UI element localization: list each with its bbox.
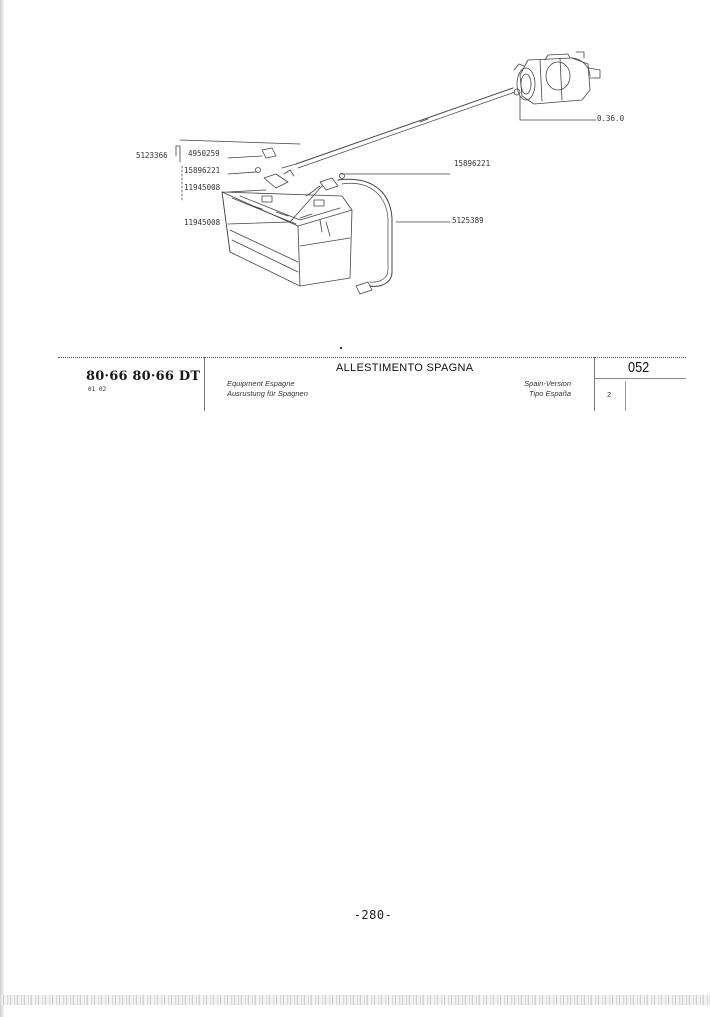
section-title-german: Ausrustung für Spagnen <box>227 389 308 398</box>
part-label-4950259: 4950259 <box>188 149 220 158</box>
title-block <box>58 357 686 411</box>
title-block-divider-sheet <box>625 381 626 411</box>
section-title-english: Spain-Version <box>524 379 571 388</box>
battery-drawing <box>222 192 352 286</box>
section-title-italian: ALLESTIMENTO SPAGNA <box>336 362 474 374</box>
title-block-top-rule <box>58 357 686 358</box>
part-label-5125389: 5125389 <box>452 216 484 225</box>
scan-bottom-strip <box>0 995 710 1005</box>
title-block-divider-right <box>594 357 595 411</box>
terminal-clamps-drawing <box>256 148 345 196</box>
scan-dot <box>340 347 342 349</box>
table-code: 052 <box>628 359 650 376</box>
sheet-number: 2 <box>607 390 612 399</box>
part-label-15896221-right: 15896221 <box>454 159 491 168</box>
part-label-0-36-0: 0.36.0 <box>597 114 625 123</box>
section-title-french: Equipment Espagne <box>227 379 295 388</box>
model-name: 80·66 80·66 DT <box>86 369 201 384</box>
title-block-divider-left <box>204 357 205 411</box>
part-label-11945008-upper: 11945008 <box>184 183 221 192</box>
section-title-spanish: Tipo España <box>528 389 571 398</box>
part-label-11945008-lower: 11945008 <box>184 218 221 227</box>
page-number: -280- <box>353 908 393 922</box>
part-label-5123366: 5123366 <box>136 151 168 160</box>
title-block-code-rule <box>594 378 686 379</box>
starter-motor-drawing <box>514 52 600 104</box>
model-subcode: 01 02 <box>88 386 107 393</box>
part-label-15896221-left: 15896221 <box>184 166 221 175</box>
